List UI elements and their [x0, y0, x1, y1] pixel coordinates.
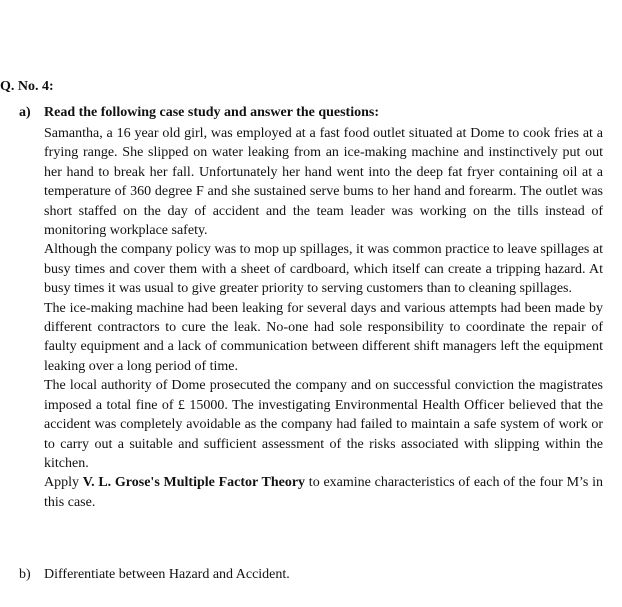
case-study-paragraph-3: The ice-making machine had been leaking for several days and various attempts had been made by different contractors to cure the leak. No-one had sole responsibility to coordinate the repair of faulty equipment and a lack of communication between different shift managers left the equipment leaking over a long period of time.	[44, 300, 603, 374]
question-number: Q. No. 4:	[0, 79, 54, 94]
apply-instruction	[44, 473, 603, 512]
part-a-heading: Read the following case study and answer the questions:	[44, 105, 379, 120]
apply-suffix: to examine characteristics of each of the four M’s in this case.	[44, 475, 604, 510]
case-study-body	[44, 124, 603, 512]
theory-name: V. L. Grose's Multiple Factor Theory	[82, 475, 306, 491]
apply-prefix: Apply	[44, 475, 83, 491]
part-b-question: Differentiate between Hazard and Accident.	[44, 567, 290, 582]
part-b-label: b)	[19, 567, 31, 582]
part-a-label: a)	[19, 105, 31, 120]
case-study-paragraph-2: Although the company policy was to mop up spillages, it was common practice to leave spillages at busy times and cover them with a sheet of cardboard, which itself can create a tripping hazard. At busy times it was usual to give greater priority to serving customers than to cleaning spillages.	[44, 242, 603, 297]
case-study-paragraph-1: Samantha, a 16 year old girl, was employed at a fast food outlet situated at Dome to cook fries at a frying range. She slipped on water leaking from an ice-making machine and instinctively put out her hand to break her fall. Unfortunately her hand went into the deep fat fryer containing oil at a temperature of 360 degree F and she sustained serve bums to her hand and forearm. The outlet was short staffed on the day of accident and the team leader was working on the tills instead of monitoring workplace safety.	[44, 126, 603, 239]
case-study-paragraph-4: The local authority of Dome prosecuted the company and on successful conviction the magistrates imposed a total fine of £ 15000. The investigating Environmental Health Officer believed that the accident was completely avoidable as the company had failed to maintain a safe system of work or to carry out a suitable and sufficient assessment of the risks associated with slipping within the kitchen.	[44, 378, 603, 471]
